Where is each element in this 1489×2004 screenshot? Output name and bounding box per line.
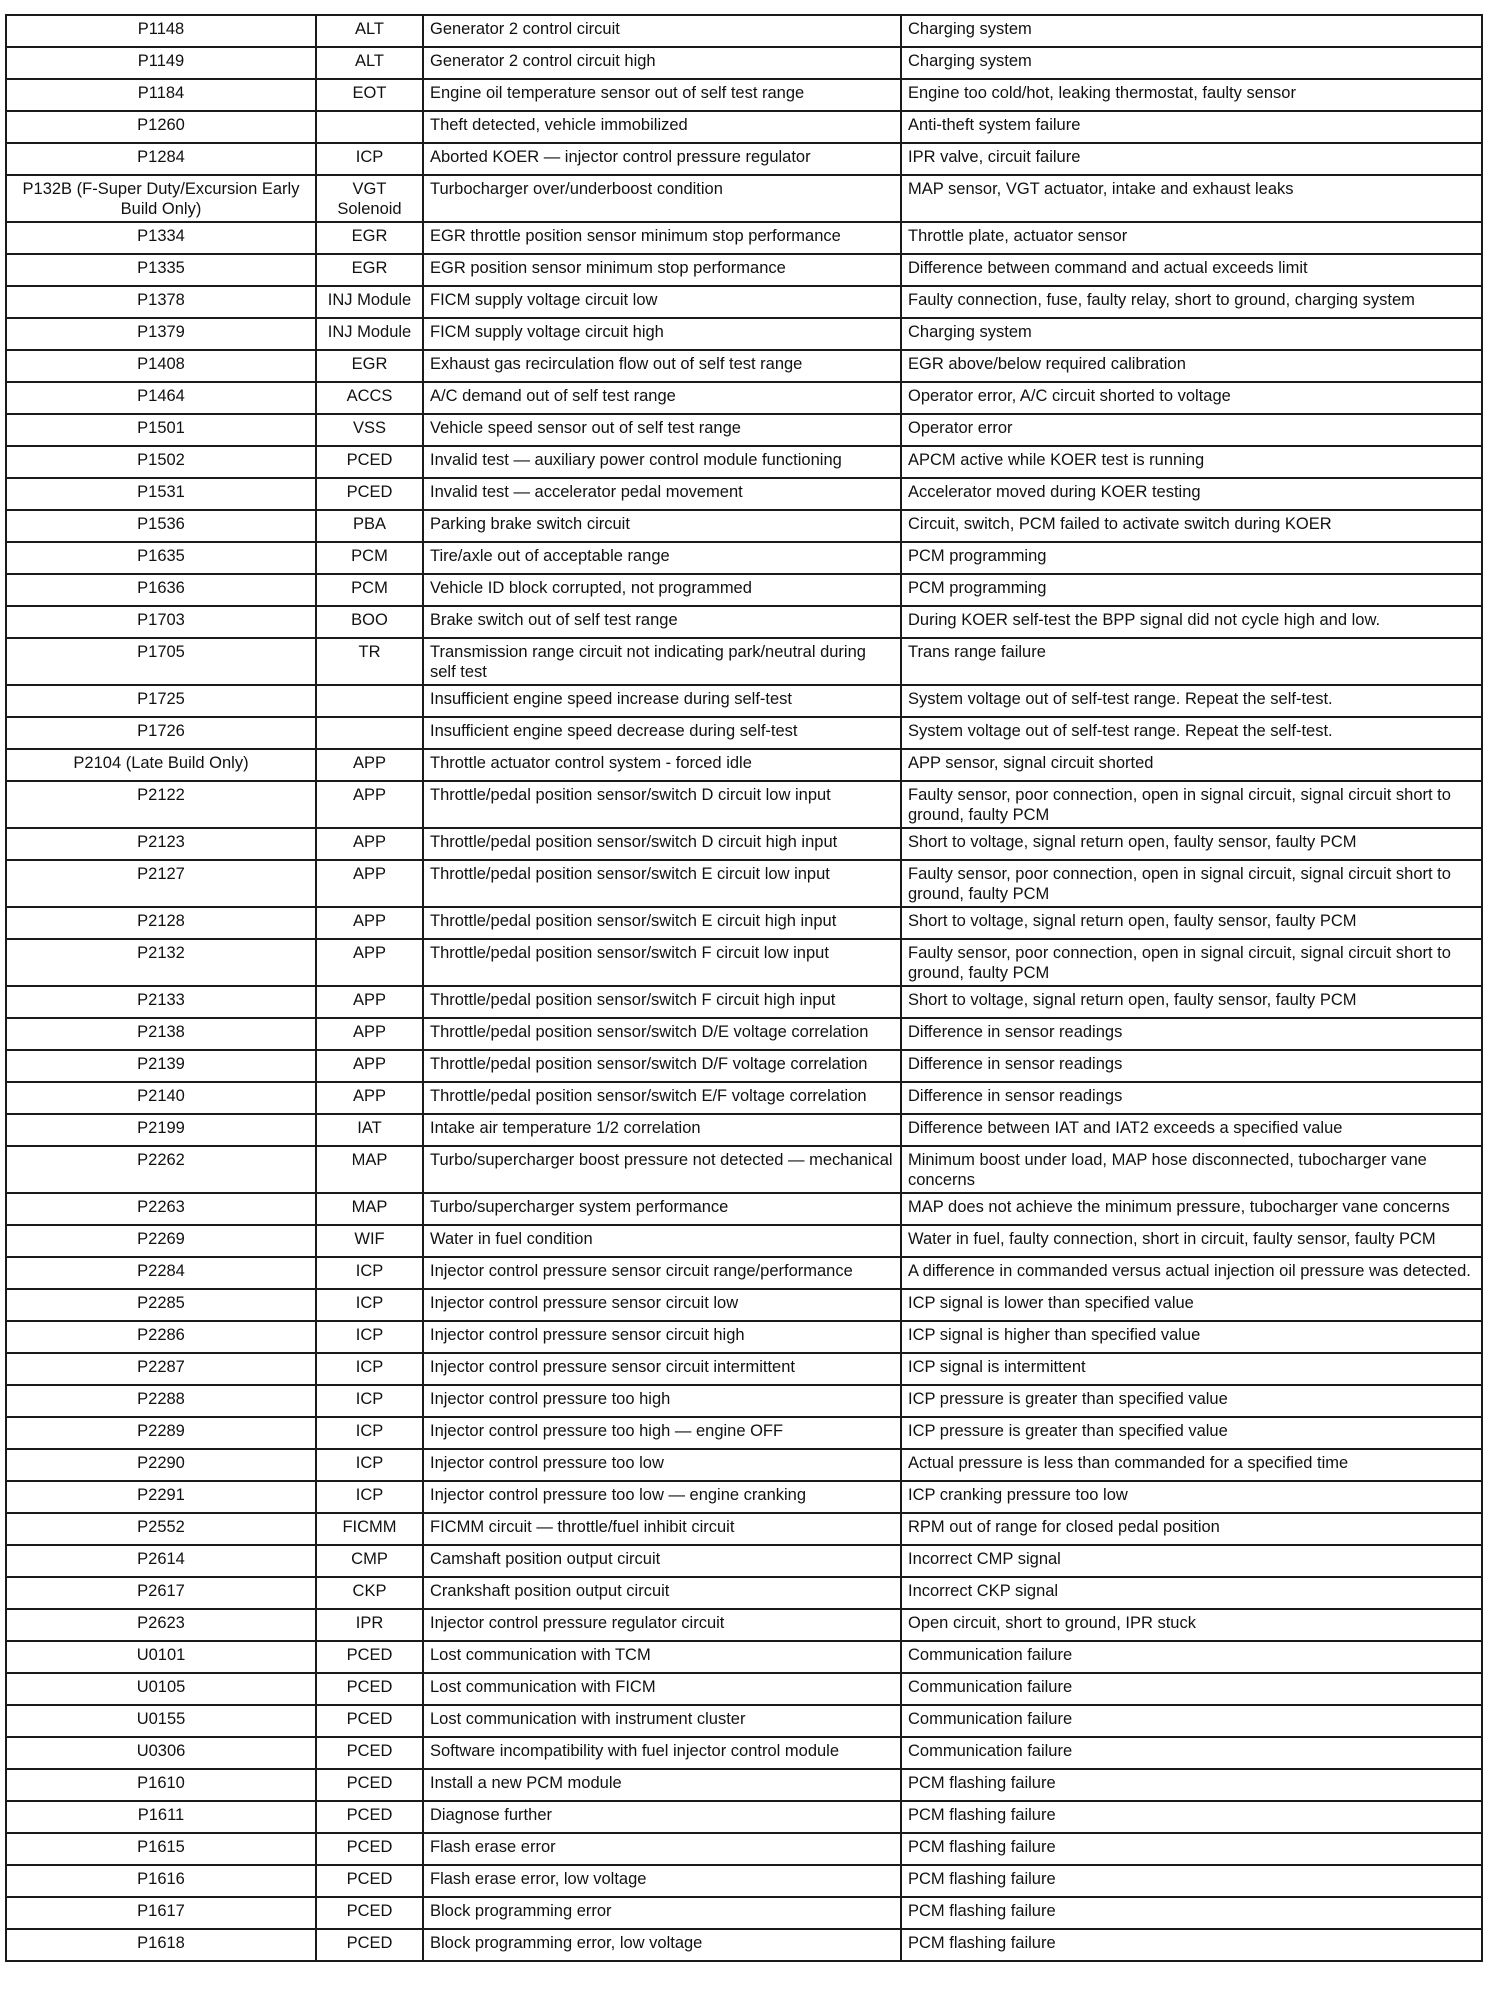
description-cell: Throttle/pedal position sensor/switch D/F voltage correlation: [423, 1050, 901, 1082]
dtc-code-cell: P1184: [6, 79, 316, 111]
dtc-code-cell: P1617: [6, 1897, 316, 1929]
dtc-code-cell: P1616: [6, 1865, 316, 1897]
table-row: [6, 1737, 1482, 1769]
table-row: [6, 286, 1482, 318]
description-cell: Install a new PCM module: [423, 1769, 901, 1801]
possible-cause-cell: PCM programming: [901, 542, 1482, 574]
possible-cause-cell: A difference in commanded versus actual injection oil pressure was detected.: [901, 1257, 1482, 1289]
possible-cause-cell: Communication failure: [901, 1737, 1482, 1769]
dtc-code-cell: P1378: [6, 286, 316, 318]
description-cell: Brake switch out of self test range: [423, 606, 901, 638]
description-cell: FICM supply voltage circuit high: [423, 318, 901, 350]
description-cell: Throttle/pedal position sensor/switch E/F voltage correlation: [423, 1082, 901, 1114]
possible-cause-cell: Communication failure: [901, 1641, 1482, 1673]
possible-cause-cell: Trans range failure: [901, 638, 1482, 685]
table-row: [6, 350, 1482, 382]
possible-cause-cell: ICP pressure is greater than specified value: [901, 1417, 1482, 1449]
possible-cause-cell: Charging system: [901, 318, 1482, 350]
possible-cause-cell: EGR above/below required calibration: [901, 350, 1482, 382]
description-cell: Turbo/supercharger boost pressure not detected — mechanical: [423, 1146, 901, 1193]
possible-cause-cell: Communication failure: [901, 1705, 1482, 1737]
possible-cause-cell: APCM active while KOER test is running: [901, 446, 1482, 478]
possible-cause-cell: Operator error, A/C circuit shorted to voltage: [901, 382, 1482, 414]
possible-cause-cell: Actual pressure is less than commanded for a specified time: [901, 1449, 1482, 1481]
table-row: [6, 111, 1482, 143]
possible-cause-cell: ICP signal is lower than specified value: [901, 1289, 1482, 1321]
table-row: [6, 478, 1482, 510]
dtc-code-cell: P2623: [6, 1609, 316, 1641]
dtc-code-cell: P2291: [6, 1481, 316, 1513]
possible-cause-cell: Communication failure: [901, 1673, 1482, 1705]
dtc-code-cell: P1334: [6, 222, 316, 254]
dtc-code-cell: U0105: [6, 1673, 316, 1705]
description-cell: A/C demand out of self test range: [423, 382, 901, 414]
table-row: [6, 382, 1482, 414]
possible-cause-cell: Faulty sensor, poor connection, open in signal circuit, signal circuit short to ground, faulty PCM: [901, 781, 1482, 828]
possible-cause-cell: PCM flashing failure: [901, 1897, 1482, 1929]
description-cell: Generator 2 control circuit high: [423, 47, 901, 79]
system-cell: APP: [316, 986, 423, 1018]
table-row: [6, 175, 1482, 222]
possible-cause-cell: PCM flashing failure: [901, 1833, 1482, 1865]
table-row: [6, 318, 1482, 350]
system-cell: PCED: [316, 478, 423, 510]
table-row: [6, 1673, 1482, 1705]
description-cell: Aborted KOER — injector control pressure regulator: [423, 143, 901, 175]
system-cell: [316, 111, 423, 143]
possible-cause-cell: Difference between command and actual exceeds limit: [901, 254, 1482, 286]
description-cell: Flash erase error: [423, 1833, 901, 1865]
description-cell: Flash erase error, low voltage: [423, 1865, 901, 1897]
description-cell: Insufficient engine speed decrease during self-test: [423, 717, 901, 749]
description-cell: Injector control pressure sensor circuit low: [423, 1289, 901, 1321]
possible-cause-cell: ICP pressure is greater than specified value: [901, 1385, 1482, 1417]
system-cell: APP: [316, 1018, 423, 1050]
dtc-code-cell: P2290: [6, 1449, 316, 1481]
possible-cause-cell: MAP sensor, VGT actuator, intake and exhaust leaks: [901, 175, 1482, 222]
possible-cause-cell: Operator error: [901, 414, 1482, 446]
system-cell: ICP: [316, 1417, 423, 1449]
dtc-code-cell: P2286: [6, 1321, 316, 1353]
description-cell: Throttle actuator control system - forced idle: [423, 749, 901, 781]
dtc-code-cell: P1611: [6, 1801, 316, 1833]
table-row: [6, 414, 1482, 446]
system-cell: EGR: [316, 222, 423, 254]
system-cell: BOO: [316, 606, 423, 638]
table-row: [6, 717, 1482, 749]
system-cell: PCED: [316, 1801, 423, 1833]
system-cell: APP: [316, 907, 423, 939]
table-row: [6, 15, 1482, 47]
description-cell: Turbocharger over/underboost condition: [423, 175, 901, 222]
system-cell: VGT Solenoid: [316, 175, 423, 222]
possible-cause-cell: ICP cranking pressure too low: [901, 1481, 1482, 1513]
description-cell: Lost communication with FICM: [423, 1673, 901, 1705]
dtc-code-cell: P2139: [6, 1050, 316, 1082]
table-row: [6, 79, 1482, 111]
system-cell: ICP: [316, 143, 423, 175]
dtc-code-cell: P1725: [6, 685, 316, 717]
possible-cause-cell: During KOER self-test the BPP signal did not cycle high and low.: [901, 606, 1482, 638]
dtc-code-cell: P1148: [6, 15, 316, 47]
dtc-code-cell: P132B (F-Super Duty/Excursion Early Build Only): [6, 175, 316, 222]
dtc-code-cell: P1726: [6, 717, 316, 749]
description-cell: Water in fuel condition: [423, 1225, 901, 1257]
description-cell: Camshaft position output circuit: [423, 1545, 901, 1577]
system-cell: PCM: [316, 542, 423, 574]
system-cell: APP: [316, 749, 423, 781]
system-cell: INJ Module: [316, 286, 423, 318]
possible-cause-cell: System voltage out of self-test range. Repeat the self-test.: [901, 685, 1482, 717]
possible-cause-cell: Short to voltage, signal return open, faulty sensor, faulty PCM: [901, 986, 1482, 1018]
system-cell: MAP: [316, 1146, 423, 1193]
dtc-code-cell: P1635: [6, 542, 316, 574]
description-cell: Vehicle speed sensor out of self test range: [423, 414, 901, 446]
table-row: [6, 606, 1482, 638]
system-cell: PCED: [316, 1929, 423, 1961]
system-cell: PCED: [316, 1673, 423, 1705]
possible-cause-cell: Difference in sensor readings: [901, 1050, 1482, 1082]
possible-cause-cell: Short to voltage, signal return open, faulty sensor, faulty PCM: [901, 907, 1482, 939]
description-cell: Throttle/pedal position sensor/switch F circuit low input: [423, 939, 901, 986]
dtc-code-cell: P2199: [6, 1114, 316, 1146]
description-cell: Injector control pressure too high: [423, 1385, 901, 1417]
system-cell: PCED: [316, 446, 423, 478]
system-cell: ICP: [316, 1481, 423, 1513]
description-cell: Injector control pressure regulator circuit: [423, 1609, 901, 1641]
possible-cause-cell: Engine too cold/hot, leaking thermostat, faulty sensor: [901, 79, 1482, 111]
possible-cause-cell: Incorrect CMP signal: [901, 1545, 1482, 1577]
description-cell: Theft detected, vehicle immobilized: [423, 111, 901, 143]
table-row: [6, 1114, 1482, 1146]
table-row: [6, 1289, 1482, 1321]
possible-cause-cell: Short to voltage, signal return open, faulty sensor, faulty PCM: [901, 828, 1482, 860]
table-row: [6, 254, 1482, 286]
dtc-code-cell: P1610: [6, 1769, 316, 1801]
description-cell: Lost communication with instrument cluster: [423, 1705, 901, 1737]
dtc-code-cell: P2288: [6, 1385, 316, 1417]
description-cell: Injector control pressure sensor circuit high: [423, 1321, 901, 1353]
table-row: [6, 907, 1482, 939]
table-row: [6, 446, 1482, 478]
description-cell: Generator 2 control circuit: [423, 15, 901, 47]
dtc-code-cell: U0101: [6, 1641, 316, 1673]
table-row: [6, 1257, 1482, 1289]
system-cell: INJ Module: [316, 318, 423, 350]
dtc-code-cell: P2552: [6, 1513, 316, 1545]
table-row: [6, 574, 1482, 606]
system-cell: ALT: [316, 15, 423, 47]
dtc-code-cell: P1501: [6, 414, 316, 446]
possible-cause-cell: Anti-theft system failure: [901, 111, 1482, 143]
description-cell: Diagnose further: [423, 1801, 901, 1833]
system-cell: PCM: [316, 574, 423, 606]
system-cell: TR: [316, 638, 423, 685]
possible-cause-cell: ICP signal is intermittent: [901, 1353, 1482, 1385]
system-cell: PCED: [316, 1705, 423, 1737]
dtc-code-cell: P2132: [6, 939, 316, 986]
system-cell: [316, 717, 423, 749]
dtc-code-cell: P2287: [6, 1353, 316, 1385]
possible-cause-cell: PCM flashing failure: [901, 1929, 1482, 1961]
possible-cause-cell: Throttle plate, actuator sensor: [901, 222, 1482, 254]
system-cell: APP: [316, 781, 423, 828]
table-row: [6, 828, 1482, 860]
dtc-code-cell: P2122: [6, 781, 316, 828]
system-cell: PCED: [316, 1737, 423, 1769]
description-cell: Vehicle ID block corrupted, not programmed: [423, 574, 901, 606]
possible-cause-cell: Difference in sensor readings: [901, 1018, 1482, 1050]
system-cell: IAT: [316, 1114, 423, 1146]
table-row: [6, 749, 1482, 781]
table-row: [6, 1833, 1482, 1865]
table-row: [6, 1449, 1482, 1481]
table-row: [6, 1705, 1482, 1737]
system-cell: [316, 685, 423, 717]
possible-cause-cell: ICP signal is higher than specified value: [901, 1321, 1482, 1353]
table-row: [6, 1353, 1482, 1385]
system-cell: PCED: [316, 1865, 423, 1897]
system-cell: PCED: [316, 1641, 423, 1673]
dtc-code-cell: P2614: [6, 1545, 316, 1577]
system-cell: MAP: [316, 1193, 423, 1225]
possible-cause-cell: PCM flashing failure: [901, 1769, 1482, 1801]
system-cell: ICP: [316, 1385, 423, 1417]
possible-cause-cell: Minimum boost under load, MAP hose disconnected, tubocharger vane concerns: [901, 1146, 1482, 1193]
dtc-code-cell: P2617: [6, 1577, 316, 1609]
system-cell: EOT: [316, 79, 423, 111]
description-cell: Invalid test — accelerator pedal movement: [423, 478, 901, 510]
possible-cause-cell: Water in fuel, faulty connection, short in circuit, faulty sensor, faulty PCM: [901, 1225, 1482, 1257]
table-row: [6, 1865, 1482, 1897]
system-cell: CKP: [316, 1577, 423, 1609]
table-row: [6, 1769, 1482, 1801]
description-cell: Engine oil temperature sensor out of self test range: [423, 79, 901, 111]
description-cell: Injector control pressure too high — engine OFF: [423, 1417, 901, 1449]
possible-cause-cell: PCM flashing failure: [901, 1801, 1482, 1833]
possible-cause-cell: Charging system: [901, 15, 1482, 47]
dtc-code-cell: P2263: [6, 1193, 316, 1225]
dtc-code-cell: P2138: [6, 1018, 316, 1050]
system-cell: APP: [316, 939, 423, 986]
table-row: [6, 222, 1482, 254]
table-row: [6, 1146, 1482, 1193]
table-row: [6, 1577, 1482, 1609]
possible-cause-cell: System voltage out of self-test range. Repeat the self-test.: [901, 717, 1482, 749]
description-cell: Throttle/pedal position sensor/switch E circuit high input: [423, 907, 901, 939]
dtc-code-cell: P1636: [6, 574, 316, 606]
dtc-code-cell: P2284: [6, 1257, 316, 1289]
table-row: [6, 1641, 1482, 1673]
description-cell: Throttle/pedal position sensor/switch E circuit low input: [423, 860, 901, 907]
table-row: [6, 1082, 1482, 1114]
table-row: [6, 1018, 1482, 1050]
table-row: [6, 1545, 1482, 1577]
system-cell: ALT: [316, 47, 423, 79]
description-cell: Exhaust gas recirculation flow out of self test range: [423, 350, 901, 382]
description-cell: Software incompatibility with fuel injector control module: [423, 1737, 901, 1769]
description-cell: Intake air temperature 1/2 correlation: [423, 1114, 901, 1146]
dtc-code-cell: P2285: [6, 1289, 316, 1321]
dtc-code-cell: P2104 (Late Build Only): [6, 749, 316, 781]
system-cell: ICP: [316, 1449, 423, 1481]
dtc-code-cell: P1408: [6, 350, 316, 382]
table-row: [6, 1897, 1482, 1929]
possible-cause-cell: Difference in sensor readings: [901, 1082, 1482, 1114]
system-cell: APP: [316, 1082, 423, 1114]
possible-cause-cell: PCM programming: [901, 574, 1482, 606]
table-row: [6, 986, 1482, 1018]
system-cell: VSS: [316, 414, 423, 446]
description-cell: Injector control pressure sensor circuit range/performance: [423, 1257, 901, 1289]
table-row: [6, 1609, 1482, 1641]
description-cell: Throttle/pedal position sensor/switch F circuit high input: [423, 986, 901, 1018]
system-cell: WIF: [316, 1225, 423, 1257]
table-row: [6, 939, 1482, 986]
possible-cause-cell: PCM flashing failure: [901, 1865, 1482, 1897]
table-row: [6, 1321, 1482, 1353]
description-cell: Crankshaft position output circuit: [423, 1577, 901, 1609]
description-cell: EGR throttle position sensor minimum stop performance: [423, 222, 901, 254]
description-cell: Tire/axle out of acceptable range: [423, 542, 901, 574]
possible-cause-cell: Faulty connection, fuse, faulty relay, short to ground, charging system: [901, 286, 1482, 318]
possible-cause-cell: Difference between IAT and IAT2 exceeds a specified value: [901, 1114, 1482, 1146]
system-cell: PCED: [316, 1833, 423, 1865]
system-cell: APP: [316, 860, 423, 907]
description-cell: Invalid test — auxiliary power control module functioning: [423, 446, 901, 478]
description-cell: Insufficient engine speed increase during self-test: [423, 685, 901, 717]
description-cell: Block programming error: [423, 1897, 901, 1929]
dtc-code-cell: P1703: [6, 606, 316, 638]
system-cell: PCED: [316, 1769, 423, 1801]
description-cell: Injector control pressure too low: [423, 1449, 901, 1481]
dtc-code-cell: P2269: [6, 1225, 316, 1257]
table-row: [6, 685, 1482, 717]
system-cell: ICP: [316, 1321, 423, 1353]
dtc-code-cell: P1260: [6, 111, 316, 143]
possible-cause-cell: Circuit, switch, PCM failed to activate switch during KOER: [901, 510, 1482, 542]
table-row: [6, 1481, 1482, 1513]
description-cell: FICM supply voltage circuit low: [423, 286, 901, 318]
description-cell: Injector control pressure sensor circuit intermittent: [423, 1353, 901, 1385]
dtc-code-cell: P1335: [6, 254, 316, 286]
system-cell: EGR: [316, 350, 423, 382]
possible-cause-cell: RPM out of range for closed pedal position: [901, 1513, 1482, 1545]
system-cell: APP: [316, 828, 423, 860]
table-row: [6, 1385, 1482, 1417]
description-cell: Turbo/supercharger system performance: [423, 1193, 901, 1225]
possible-cause-cell: Open circuit, short to ground, IPR stuck: [901, 1609, 1482, 1641]
dtc-code-cell: P1705: [6, 638, 316, 685]
dtc-code-cell: U0306: [6, 1737, 316, 1769]
description-cell: Injector control pressure too low — engine cranking: [423, 1481, 901, 1513]
possible-cause-cell: Accelerator moved during KOER testing: [901, 478, 1482, 510]
dtc-code-cell: P2128: [6, 907, 316, 939]
possible-cause-cell: MAP does not achieve the minimum pressure, tubocharger vane concerns: [901, 1193, 1482, 1225]
table-row: [6, 143, 1482, 175]
dtc-table: [5, 14, 1483, 1962]
dtc-code-cell: P1502: [6, 446, 316, 478]
dtc-code-cell: P2133: [6, 986, 316, 1018]
system-cell: ICP: [316, 1289, 423, 1321]
system-cell: ACCS: [316, 382, 423, 414]
table-row: [6, 47, 1482, 79]
table-row: [6, 542, 1482, 574]
table-row: [6, 1513, 1482, 1545]
dtc-code-cell: P1618: [6, 1929, 316, 1961]
system-cell: PBA: [316, 510, 423, 542]
system-cell: ICP: [316, 1257, 423, 1289]
table-row: [6, 1417, 1482, 1449]
description-cell: Lost communication with TCM: [423, 1641, 901, 1673]
dtc-table-body: [6, 15, 1482, 1961]
table-row: [6, 638, 1482, 685]
dtc-code-cell: P1284: [6, 143, 316, 175]
system-cell: ICP: [316, 1353, 423, 1385]
table-row: [6, 781, 1482, 828]
description-cell: Throttle/pedal position sensor/switch D circuit high input: [423, 828, 901, 860]
dtc-code-cell: P2127: [6, 860, 316, 907]
dtc-code-cell: P1536: [6, 510, 316, 542]
dtc-code-cell: P1379: [6, 318, 316, 350]
dtc-code-cell: P1615: [6, 1833, 316, 1865]
possible-cause-cell: APP sensor, signal circuit shorted: [901, 749, 1482, 781]
dtc-code-cell: P2289: [6, 1417, 316, 1449]
table-row: [6, 1050, 1482, 1082]
description-cell: Throttle/pedal position sensor/switch D/E voltage correlation: [423, 1018, 901, 1050]
possible-cause-cell: Charging system: [901, 47, 1482, 79]
possible-cause-cell: IPR valve, circuit failure: [901, 143, 1482, 175]
system-cell: EGR: [316, 254, 423, 286]
table-row: [6, 510, 1482, 542]
description-cell: Parking brake switch circuit: [423, 510, 901, 542]
system-cell: FICMM: [316, 1513, 423, 1545]
dtc-code-cell: U0155: [6, 1705, 316, 1737]
description-cell: EGR position sensor minimum stop performance: [423, 254, 901, 286]
dtc-code-cell: P2123: [6, 828, 316, 860]
description-cell: Block programming error, low voltage: [423, 1929, 901, 1961]
system-cell: CMP: [316, 1545, 423, 1577]
dtc-code-cell: P1149: [6, 47, 316, 79]
description-cell: Throttle/pedal position sensor/switch D circuit low input: [423, 781, 901, 828]
dtc-code-cell: P1531: [6, 478, 316, 510]
dtc-code-cell: P1464: [6, 382, 316, 414]
table-row: [6, 1801, 1482, 1833]
possible-cause-cell: Faulty sensor, poor connection, open in signal circuit, signal circuit short to ground, faulty PCM: [901, 860, 1482, 907]
dtc-code-cell: P2262: [6, 1146, 316, 1193]
description-cell: FICMM circuit — throttle/fuel inhibit circuit: [423, 1513, 901, 1545]
table-row: [6, 1193, 1482, 1225]
table-row: [6, 1929, 1482, 1961]
system-cell: APP: [316, 1050, 423, 1082]
possible-cause-cell: Faulty sensor, poor connection, open in signal circuit, signal circuit short to ground, faulty PCM: [901, 939, 1482, 986]
system-cell: PCED: [316, 1897, 423, 1929]
table-row: [6, 860, 1482, 907]
system-cell: IPR: [316, 1609, 423, 1641]
description-cell: Transmission range circuit not indicating park/neutral during self test: [423, 638, 901, 685]
dtc-code-cell: P2140: [6, 1082, 316, 1114]
possible-cause-cell: Incorrect CKP signal: [901, 1577, 1482, 1609]
table-row: [6, 1225, 1482, 1257]
